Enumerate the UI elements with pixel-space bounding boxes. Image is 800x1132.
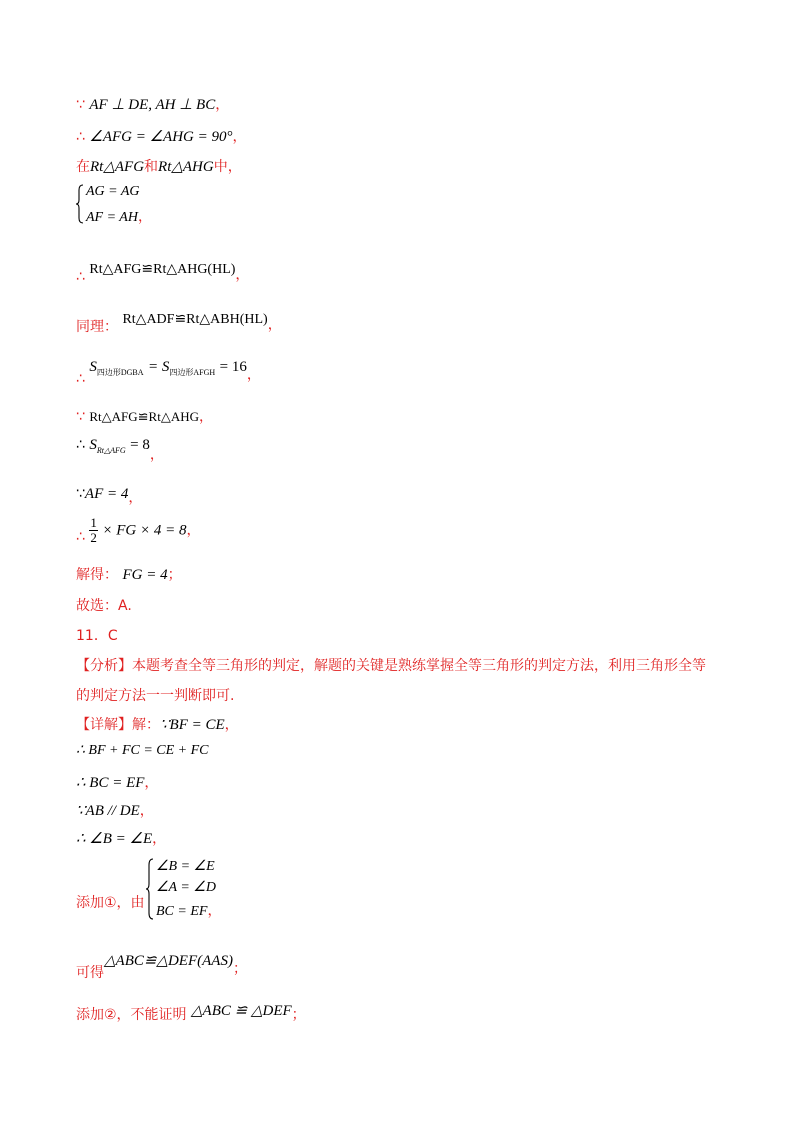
math-expression: △ABC≌△DEF(AAS) <box>104 953 233 969</box>
system-row: AG = AG <box>86 184 140 199</box>
analysis-text: 【分析】本题考查全等三角形的判定，解题的关键是熟练掌握全等三角形的判定方法，利用三角形全等 <box>76 658 706 674</box>
because-symbol: ∵ <box>76 486 85 502</box>
math-expression: = S <box>148 359 170 375</box>
analysis-paragraph <box>76 655 706 675</box>
punctuation: ， <box>139 803 154 819</box>
subscript: 四边形AFGH <box>169 368 216 377</box>
text-prefix: 在 <box>76 159 90 175</box>
punctuation: ， <box>267 317 282 333</box>
equation-system-hl <box>76 182 276 226</box>
fraction-denominator: 2 <box>90 530 97 545</box>
subscript: Rt△AFG <box>96 446 126 455</box>
math-expression: ∠AFG = ∠AHG = 90° <box>89 129 233 145</box>
line-area-equal <box>76 356 261 387</box>
punctuation: ， <box>128 490 143 506</box>
punctuation: ； <box>167 567 182 583</box>
line-angle-b-e <box>76 828 166 848</box>
math-expression: Rt△AHG <box>158 159 214 175</box>
fraction-numerator: 1 <box>90 515 97 530</box>
punctuation: ； <box>291 1007 306 1023</box>
fraction-one-half <box>89 516 98 545</box>
therefore-symbol: ∴ <box>76 371 85 387</box>
line-similarly <box>76 308 282 335</box>
line-solve <box>76 564 182 584</box>
punctuation: ， <box>149 447 164 463</box>
area-symbol: S <box>89 437 97 453</box>
punctuation: ， <box>144 775 159 791</box>
line-conclusion-aas <box>76 950 247 981</box>
math-expression: ∵BF = CE <box>160 717 225 733</box>
system-row-text: BC = EF <box>156 904 208 919</box>
system-row: ∠B = ∠E <box>156 859 215 874</box>
equation-system-aas <box>146 856 266 922</box>
line-area-half <box>76 434 164 463</box>
line-perpendicular-given <box>76 94 229 114</box>
math-expression: AF ⊥ DE, AH ⊥ BC <box>89 97 216 113</box>
math-expression: = 16 <box>219 359 247 375</box>
line-sum <box>76 742 209 759</box>
math-expression: Rt△ADF≌Rt△ABH(HL) <box>122 312 268 327</box>
line-detail-start <box>76 714 239 734</box>
math-expression: ∵AB // DE <box>76 803 140 819</box>
math-expression: ∴ BC = EF <box>76 775 145 791</box>
left-brace-icon <box>76 184 84 224</box>
punctuation: ， <box>235 267 250 283</box>
question-label: 11．C <box>76 628 118 644</box>
system-row <box>86 206 152 226</box>
line-af-value <box>76 483 143 506</box>
math-expression: Rt△AFG≌Rt△AHG(HL) <box>89 262 236 277</box>
line-add-condition-2 <box>76 1000 306 1023</box>
left-brace-icon <box>146 858 154 920</box>
area-symbol: S <box>89 359 97 375</box>
therefore-symbol: ∴ <box>76 528 85 545</box>
answer-text: 故选：A. <box>76 598 132 614</box>
punctuation: ， <box>152 831 167 847</box>
text-prefix: 添加②，不能证明 <box>76 1007 187 1023</box>
line-add-condition-1 <box>76 892 145 912</box>
punctuation: ， <box>224 717 239 733</box>
because-symbol: ∵ <box>76 409 85 425</box>
math-expression: = 8 <box>130 437 150 453</box>
math-expression: ∴ BF + FC = CE + FC <box>76 743 209 758</box>
subscript: 四边形DGBA <box>96 368 144 377</box>
punctuation: ， <box>246 367 261 383</box>
text-prefix: 解得： <box>76 567 118 583</box>
line-because-congruent <box>76 406 213 426</box>
text-suffix: 中， <box>213 159 242 175</box>
line-area-equation <box>76 516 200 545</box>
line-congruent-hl <box>76 258 250 285</box>
math-expression: AF = 4 <box>84 486 129 502</box>
detail-label: 【详解】解： <box>76 717 160 733</box>
math-expression: FG = 4 <box>122 567 168 583</box>
text-prefix: 可得 <box>76 965 104 981</box>
punctuation: ， <box>186 522 201 539</box>
text-prefix: 同理： <box>76 319 118 335</box>
therefore-symbol: ∴ <box>76 437 85 453</box>
math-expression: × FG × 4 = 8 <box>102 522 187 539</box>
math-expression: Rt△AFG≌Rt△AHG <box>89 409 199 424</box>
line-answer <box>76 595 132 615</box>
line-right-angles <box>76 126 247 146</box>
punctuation: ， <box>232 129 247 145</box>
system-row: ∠A = ∠D <box>156 880 216 895</box>
line-bc-ef <box>76 772 158 792</box>
math-expression: Rt△AFG <box>90 159 145 175</box>
line-parallel <box>76 800 154 820</box>
text-prefix: 添加①，由 <box>76 895 145 911</box>
question-number <box>76 625 118 645</box>
punctuation: ， <box>199 409 213 425</box>
punctuation: ， <box>215 97 230 113</box>
analysis-paragraph-cont <box>76 685 234 705</box>
punctuation: ， <box>137 210 152 225</box>
punctuation: ， <box>207 904 222 919</box>
therefore-symbol: ∴ <box>76 129 85 145</box>
analysis-text: 的判定方法一一判断即可. <box>76 688 235 704</box>
system-row <box>156 900 221 920</box>
because-symbol: ∵ <box>76 97 85 113</box>
math-expression: △ABC ≌ △DEF <box>191 1003 292 1019</box>
line-in-triangles <box>76 156 242 176</box>
math-expression: ∴ ∠B = ∠E <box>76 831 153 847</box>
punctuation: ； <box>232 961 247 977</box>
system-row-text: AF = AH <box>86 210 138 225</box>
therefore-symbol: ∴ <box>76 269 85 285</box>
text-connector: 和 <box>144 159 159 175</box>
